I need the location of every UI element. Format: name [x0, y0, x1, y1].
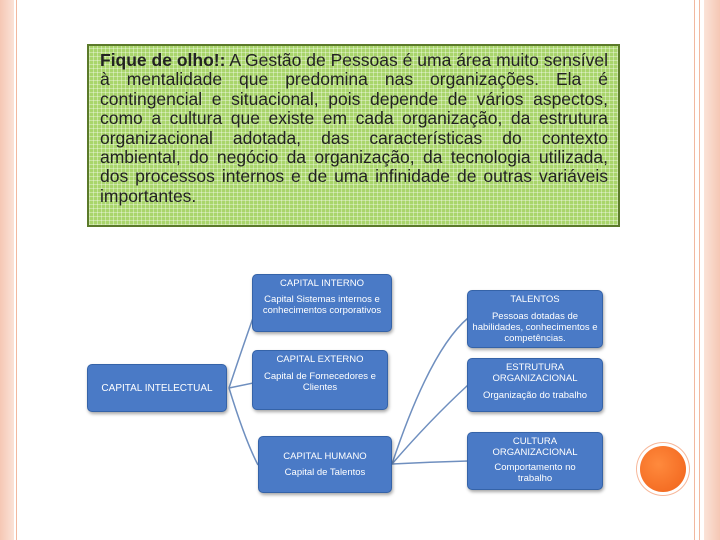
callout-body: A Gestão de Pessoas é uma área muito sensível à mentalidade que predomina nas organizações. Ela é contingencial e situacional, pois depende de vários aspectos, como a cultura que existe em cada organização, da estrutura organizacional adotada, das características do contexto ambiental, do negócio da organização, da tecnologia utilizada, dos processos internos e de uma infinidade de outras variáveis importantes.: [100, 50, 608, 206]
node-capital-intelectual: [87, 364, 227, 412]
node-estrutura-title: ESTRUTURA ORGANIZACIONAL: [492, 362, 578, 384]
node-capital-externo-title: CAPITAL EXTERNO: [276, 354, 364, 365]
callout-lead: Fique de olho!:: [100, 50, 226, 70]
node-capital-interno-desc: Capital Sistemas internos e conhecimentos corporativos: [262, 294, 382, 316]
node-estrutura-desc: Organização do trabalho: [482, 390, 588, 401]
node-capital-externo: [252, 350, 388, 410]
node-capital-humano-title: CAPITAL HUMANO: [283, 451, 367, 462]
node-talentos-title: TALENTOS: [510, 294, 560, 305]
node-cultura-title: CULTURA ORGANIZACIONAL: [492, 436, 578, 458]
node-capital-externo-desc: Capital de Fornecedores e Clientes: [264, 371, 376, 393]
node-estrutura-organizacional: [467, 358, 603, 412]
node-capital-humano: [258, 436, 392, 493]
node-capital-intelectual-label: CAPITAL INTELECTUAL: [101, 382, 213, 394]
node-capital-interno: [252, 274, 392, 332]
connector-humano-cultura: [392, 461, 468, 464]
connector-humano-estrutura: [392, 385, 468, 464]
node-talentos: [467, 290, 603, 348]
node-capital-humano-desc: Capital de Talentos: [284, 467, 366, 478]
node-cultura-desc: Comportamento no trabalho: [494, 462, 576, 484]
node-cultura-organizacional: [467, 432, 603, 490]
connector-humano-talentos: [392, 318, 468, 464]
node-capital-interno-title: CAPITAL INTERNO: [280, 278, 364, 289]
node-talentos-desc: Pessoas dotadas de habilidades, conhecimentos e competências.: [472, 311, 598, 344]
